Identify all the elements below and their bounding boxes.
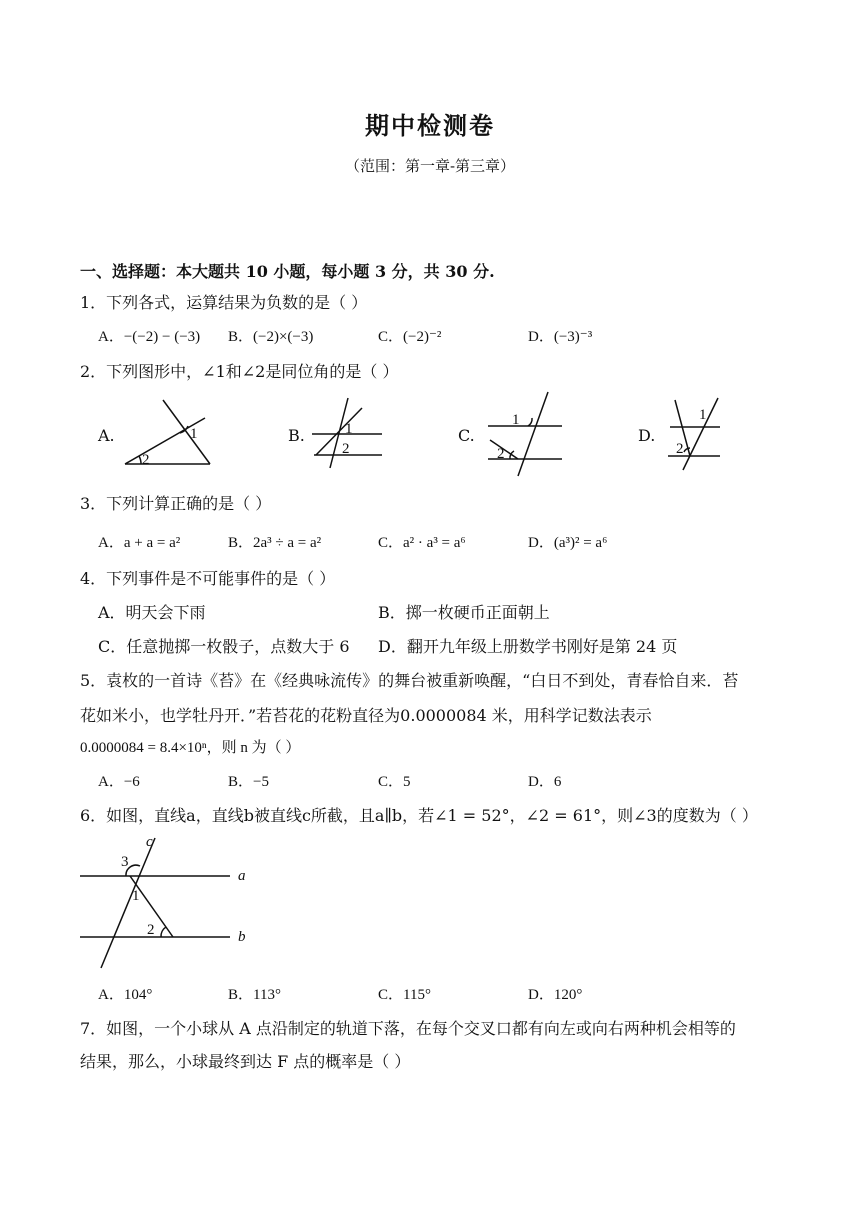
q4-option-c: C．任意抛掷一枚骰子，点数大于 6 <box>98 637 350 656</box>
page-subtitle: （范围：第一章-第三章） <box>344 157 516 175</box>
q6-label-1: 1 <box>132 888 140 904</box>
q6-option-b: B．113° <box>228 987 281 1003</box>
q5-option-a: A．−6 <box>98 774 140 790</box>
q2c-label-2: 2 <box>497 446 505 462</box>
q5-option-b: B．−5 <box>228 774 269 790</box>
q2-stem: 2．下列图形中，∠1和∠2是同位角的是（ ） <box>80 362 399 381</box>
q7-line-1: 7．如图，一个小球从 A 点沿制定的轨道下落，在每个交叉口都有向左或向右两种机会相等的 <box>80 1019 736 1038</box>
q7-line-2: 结果，那么，小球最终到达 F 点的概率是（ ） <box>80 1052 411 1071</box>
q4-option-b: B．掷一枚硬币正面朝上 <box>378 603 550 622</box>
q5-line-1: 5．袁枚的一首诗《苔》在《经典咏流传》的舞台被重新唤醒，“白日不到处，青春恰自来．苔 <box>80 671 739 690</box>
q2c-label-1: 1 <box>512 412 520 428</box>
q3-option-d: D．(a³)² = a⁶ <box>528 535 608 551</box>
q2d-label-2: 2 <box>676 441 684 457</box>
q4-option-d: D．翻开九年级上册数学书刚好是第 24 页 <box>378 637 678 656</box>
q6-label-b: b <box>238 929 246 945</box>
page-title: 期中检测卷 <box>365 111 495 140</box>
q6-option-a: A．104° <box>98 987 153 1003</box>
q2-option-d: D. <box>638 426 656 445</box>
q4-option-a: A．明天会下雨 <box>98 603 206 622</box>
q1-option-b: B．(−2)×(−3) <box>228 329 314 345</box>
q6-label-2: 2 <box>147 922 155 938</box>
q1-stem: 1．下列各式，运算结果为负数的是（ ） <box>80 293 368 312</box>
q2b-label-2: 2 <box>342 441 350 457</box>
q6-label-a: a <box>238 868 246 884</box>
q5-option-d: D．6 <box>528 774 562 790</box>
q6-label-c: c <box>146 834 153 850</box>
q2-option-b: B. <box>288 426 305 445</box>
q6-option-c: C．115° <box>378 987 431 1003</box>
q5-line-3: 0.0000084 = 8.4×10ⁿ，则 n 为（ ） <box>80 740 301 756</box>
q2-option-c: C. <box>458 426 475 445</box>
q1-option-c: C．(−2)⁻² <box>378 329 442 345</box>
q2b-label-1: 1 <box>345 421 353 437</box>
q6-figure <box>80 838 230 968</box>
q2a-label-1: 1 <box>190 426 198 442</box>
q6-stem: 6．如图，直线a，直线b被直线c所截，且a∥b，若∠1 = 52°，∠2 = 61°，则∠3的度数为（ ） <box>80 806 758 825</box>
q5-line-2: 花如米小，也学牡丹开．”若苔花的花粉直径为0.0000084 米，用科学记数法表示 <box>80 706 652 725</box>
q2d-label-1: 1 <box>699 407 707 423</box>
q2-option-a: A. <box>98 426 115 445</box>
q3-option-b: B．2a³ ÷ a = a² <box>228 535 322 551</box>
q2-figure-c <box>488 392 562 476</box>
q2-figure-d <box>668 398 720 470</box>
q5-option-c: C．5 <box>378 774 411 790</box>
q4-stem: 4．下列事件是不可能事件的是（ ） <box>80 569 336 588</box>
q1-option-d: D．(−3)⁻³ <box>528 329 593 345</box>
section-heading: 一、选择题：本大题共 10 小题，每小题 3 分，共 30 分. <box>80 262 495 281</box>
q6-option-d: D．120° <box>528 987 583 1003</box>
q3-option-c: C．a² · a³ = a⁶ <box>378 535 466 551</box>
q2a-label-2: 2 <box>142 452 150 468</box>
q6-label-3: 3 <box>121 854 129 870</box>
q1-option-a: A．−(−2) − (−3) <box>98 329 201 345</box>
q3-option-a: A．a + a = a² <box>98 535 181 551</box>
q3-stem: 3．下列计算正确的是（ ） <box>80 494 272 513</box>
